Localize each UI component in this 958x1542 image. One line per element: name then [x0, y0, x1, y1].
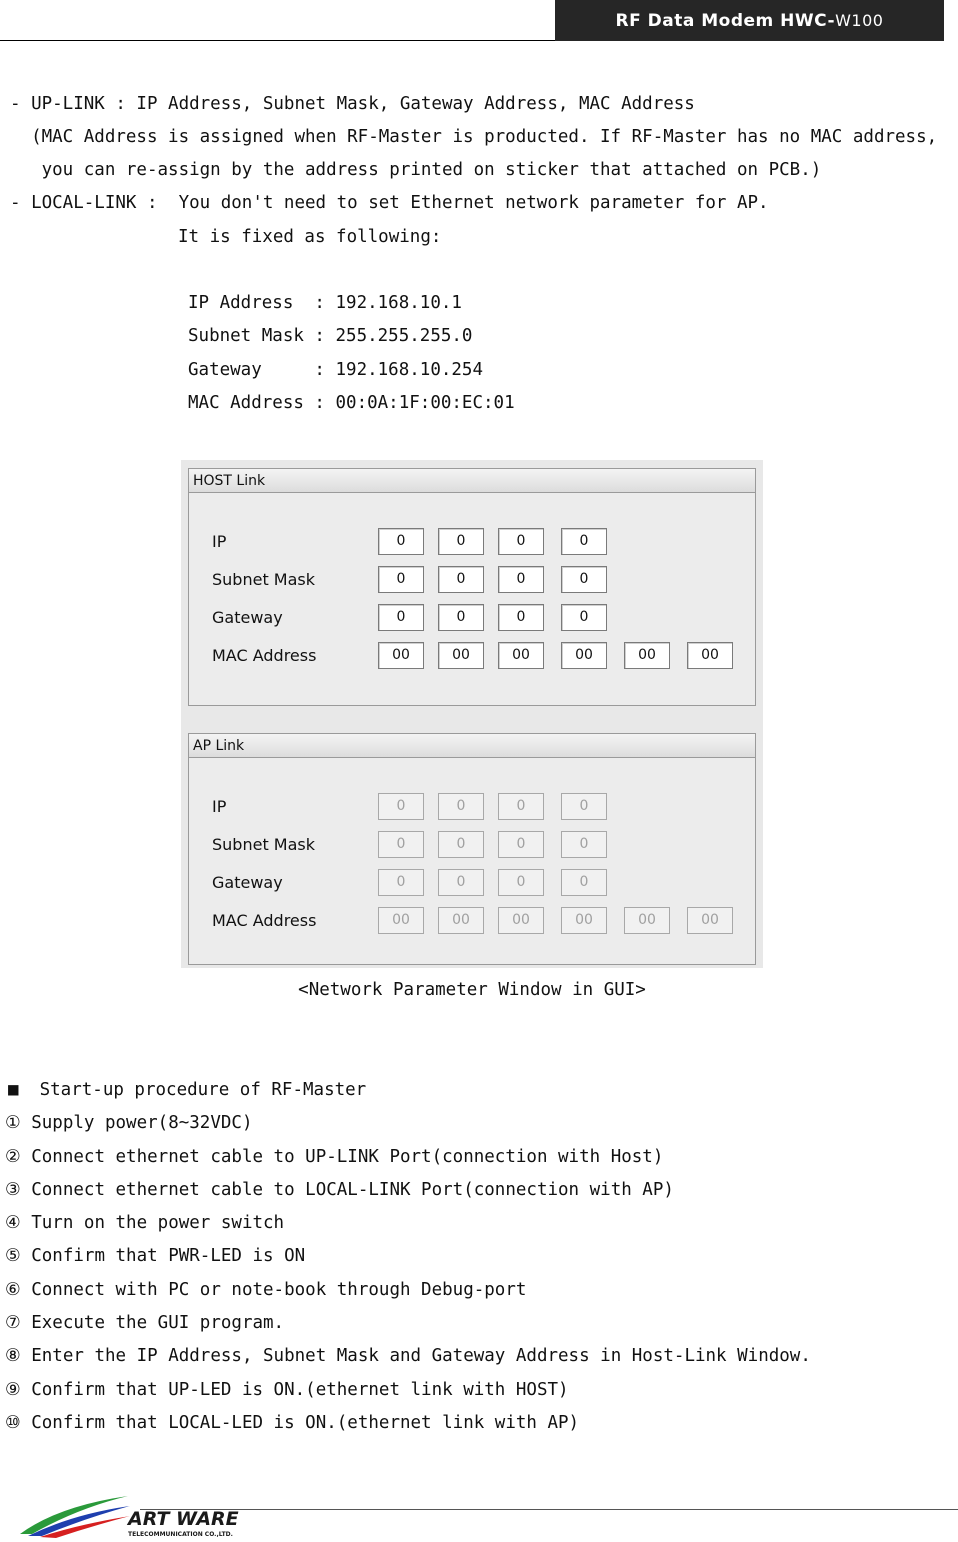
host-mac-byte-3[interactable]: 00: [498, 642, 544, 669]
ap-mac-label: MAC Address: [212, 911, 317, 930]
ap-subnet-octet-3: 0: [498, 831, 544, 858]
fixed-note-line: It is fixed as following:: [178, 227, 442, 247]
host-mac-byte-4[interactable]: 00: [561, 642, 607, 669]
procedure-step-5: ⑤ Confirm that PWR-LED is ON: [5, 1246, 306, 1266]
host-mac-byte-2[interactable]: 00: [438, 642, 484, 669]
ap-link-title: AP Link: [189, 734, 755, 758]
host-mac-byte-6[interactable]: 00: [687, 642, 733, 669]
ap-mac-byte-3: 00: [498, 907, 544, 934]
artware-logo: [18, 1494, 278, 1540]
ap-gateway-octet-2: 0: [438, 869, 484, 896]
ap-gateway-octet-1: 0: [378, 869, 424, 896]
fixed-gateway-line: Gateway : 192.168.10.254: [188, 360, 484, 380]
ap-mac-byte-1: 00: [378, 907, 424, 934]
header-title: RF Data Modem HWC-: [615, 11, 836, 31]
host-subnet-octet-4[interactable]: 0: [561, 566, 607, 593]
procedure-step-1: ① Supply power(8~32VDC): [5, 1113, 253, 1133]
ap-mac-byte-4: 00: [561, 907, 607, 934]
network-parameter-window: [181, 460, 763, 968]
logo-subtext: TELECOMMUNICATION CO.,LTD.: [128, 1531, 233, 1538]
ap-gateway-label: Gateway: [212, 873, 283, 892]
host-ip-octet-1[interactable]: 0: [378, 528, 424, 555]
fixed-ip-line: IP Address : 192.168.10.1: [188, 293, 462, 313]
host-mac-byte-1[interactable]: 00: [378, 642, 424, 669]
ap-subnet-octet-1: 0: [378, 831, 424, 858]
procedure-step-8: ⑧ Enter the IP Address, Subnet Mask and Gateway Address in Host-Link Window.: [5, 1346, 811, 1366]
header-model: W100: [835, 11, 884, 30]
logo-text: ART WARE: [128, 1508, 239, 1530]
fixed-mac-line: MAC Address : 00:0A:1F:00:EC:01: [188, 393, 515, 413]
host-gateway-octet-1[interactable]: 0: [378, 604, 424, 631]
locallink-line: - LOCAL-LINK : You don't need to set Ethernet network parameter for AP.: [10, 193, 769, 213]
uplink-line: - UP-LINK : IP Address, Subnet Mask, Gateway Address, MAC Address: [10, 94, 695, 114]
ap-ip-octet-4: 0: [561, 793, 607, 820]
host-gateway-label: Gateway: [212, 608, 283, 627]
host-subnet-octet-3[interactable]: 0: [498, 566, 544, 593]
document-header: [555, 0, 944, 41]
procedure-step-2: ② Connect ethernet cable to UP-LINK Port(connection with Host): [5, 1147, 664, 1167]
procedure-step-3: ③ Connect ethernet cable to LOCAL-LINK Port(connection with AP): [5, 1180, 674, 1200]
ap-subnet-octet-4: 0: [561, 831, 607, 858]
host-subnet-octet-2[interactable]: 0: [438, 566, 484, 593]
host-mac-label: MAC Address: [212, 646, 317, 665]
procedure-step-6: ⑥ Connect with PC or note-book through Debug-port: [5, 1280, 527, 1300]
procedure-step-7: ⑦ Execute the GUI program.: [5, 1313, 285, 1333]
ap-ip-octet-2: 0: [438, 793, 484, 820]
mac-note-line-1: (MAC Address is assigned when RF-Master is producted. If RF-Master has no MAC address,: [10, 127, 938, 147]
ap-gateway-octet-3: 0: [498, 869, 544, 896]
host-gateway-octet-4[interactable]: 0: [561, 604, 607, 631]
procedure-step-4: ④ Turn on the power switch: [5, 1213, 285, 1233]
ap-ip-octet-1: 0: [378, 793, 424, 820]
procedure-heading: ■ Start-up procedure of RF-Master: [8, 1080, 367, 1100]
procedure-step-9: ⑨ Confirm that UP-LED is ON.(ethernet link with HOST): [5, 1380, 569, 1400]
host-subnet-label: Subnet Mask: [212, 570, 316, 589]
ap-mac-byte-2: 00: [438, 907, 484, 934]
figure-caption: <Network Parameter Window in GUI>: [298, 980, 646, 1000]
ap-ip-octet-3: 0: [498, 793, 544, 820]
host-link-title: HOST Link: [189, 469, 755, 493]
host-subnet-octet-1[interactable]: 0: [378, 566, 424, 593]
ap-subnet-label: Subnet Mask: [212, 835, 316, 854]
host-ip-label: IP: [212, 532, 227, 551]
host-ip-octet-2[interactable]: 0: [438, 528, 484, 555]
procedure-step-10: ⑩ Confirm that LOCAL-LED is ON.(ethernet link with AP): [5, 1413, 580, 1433]
mac-note-line-2: you can re-assign by the address printed on sticker that attached on PCB.): [10, 160, 822, 180]
host-gateway-octet-2[interactable]: 0: [438, 604, 484, 631]
ap-mac-byte-6: 00: [687, 907, 733, 934]
ap-mac-byte-5: 00: [624, 907, 670, 934]
host-gateway-octet-3[interactable]: 0: [498, 604, 544, 631]
host-mac-byte-5[interactable]: 00: [624, 642, 670, 669]
host-ip-octet-4[interactable]: 0: [561, 528, 607, 555]
host-ip-octet-3[interactable]: 0: [498, 528, 544, 555]
fixed-subnet-line: Subnet Mask : 255.255.255.0: [188, 326, 473, 346]
ap-ip-label: IP: [212, 797, 227, 816]
ap-subnet-octet-2: 0: [438, 831, 484, 858]
ap-gateway-octet-4: 0: [561, 869, 607, 896]
